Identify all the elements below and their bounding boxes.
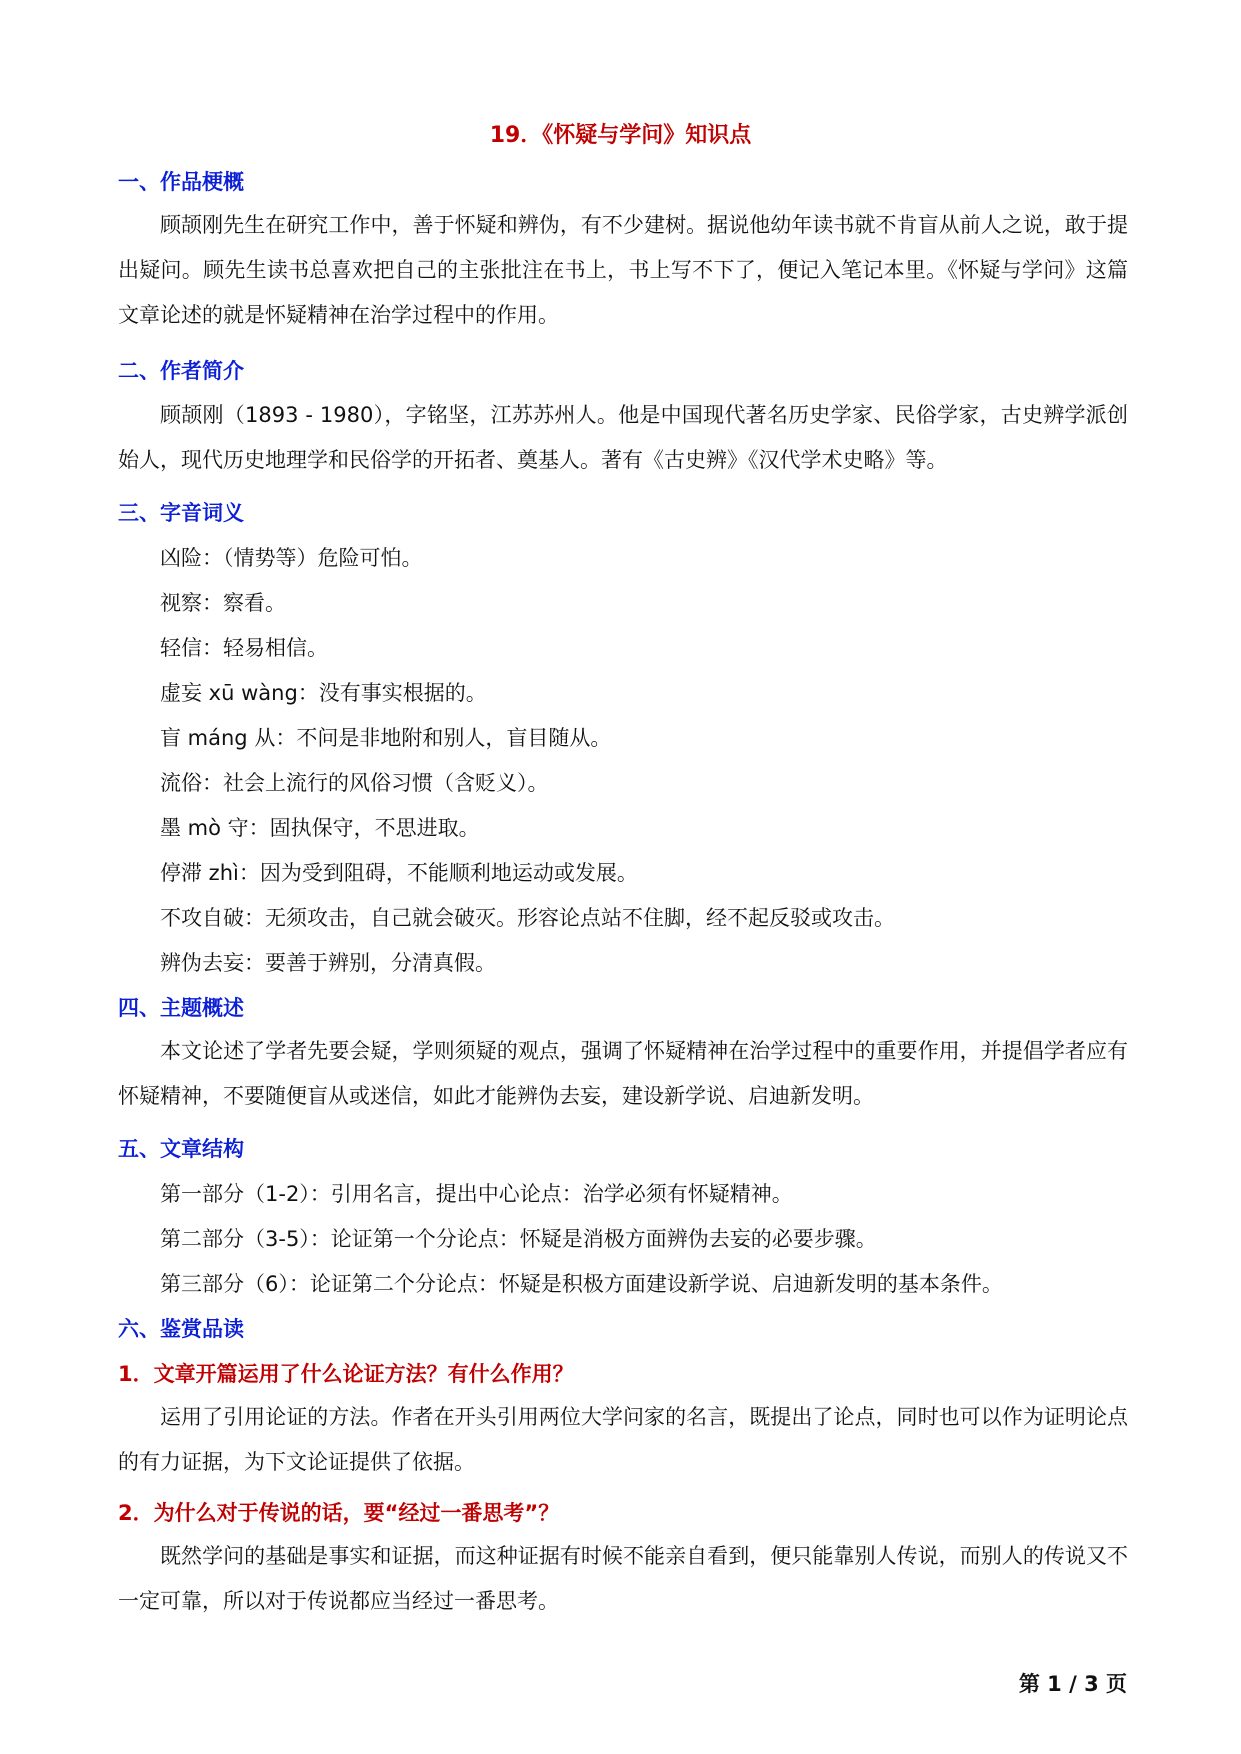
answer-1: 运用了引用论证的方法。作者在开头引用两位大学问家的名言，既提出了论点，同时也可以作为证明论点的有力证据，为下文论证提供了依据。 (118, 1405, 1128, 1474)
vocab-item: 墨 mò 守：固执保守，不思进取。 (160, 816, 480, 840)
vocab-item: 轻信：轻易相信。 (160, 636, 328, 660)
structure-item: 第二部分（3-5）：论证第一个分论点：怀疑是消极方面辨伪去妄的必要步骤。 (160, 1227, 877, 1251)
structure-item: 第一部分（1-2）：引用名言，提出中心论点：治学必须有怀疑精神。 (160, 1182, 793, 1206)
question-1: 1．文章开篇运用了什么论证方法？有什么作用？ (118, 1362, 574, 1386)
structure-item: 第三部分（6）：论证第二个分论点：怀疑是积极方面建设新学说、启迪新发明的基本条件。 (160, 1272, 1003, 1296)
document-title: 19．《怀疑与学问》知识点 (489, 123, 752, 148)
page-number: 第 1 / 3 页 (1018, 1672, 1127, 1696)
section-heading-vocabulary: 三、字音词义 (118, 501, 244, 525)
vocab-item: 不攻自破：无须攻击，自己就会破灭。形容论点站不住脚，经不起反驳或攻击。 (160, 906, 895, 930)
author-paragraph: 顾颉刚（1893 - 1980），字铭坚，江苏苏州人。他是中国现代著名历史学家、民俗学家，古史辨学派创始人，现代历史地理学和民俗学的开拓者、奠基人。著有《古史辨》《汉代学术史略》等。 (118, 403, 1128, 472)
vocab-item: 视察：察看。 (160, 591, 286, 615)
vocab-item: 流俗：社会上流行的风俗习惯（含贬义）。 (160, 771, 549, 795)
answer-2: 既然学问的基础是事实和证据，而这种证据有时候不能亲自看到，便只能靠别人传说，而别人的传说又不一定可靠，所以对于传说都应当经过一番思考。 (118, 1544, 1128, 1613)
section-heading-structure: 五、文章结构 (118, 1137, 244, 1161)
vocab-item: 虚妄 xū wàng：没有事实根据的。 (160, 681, 487, 705)
vocab-item: 停滞 zhì：因为受到阻碍，不能顺利地运动或发展。 (160, 861, 638, 885)
vocab-item: 辨伪去妄：要善于辨别，分清真假。 (160, 951, 496, 975)
vocab-item: 凶险：（情势等）危险可怕。 (160, 546, 423, 570)
section-heading-author: 二、作者简介 (118, 359, 244, 383)
section-heading-summary: 一、作品梗概 (118, 170, 244, 194)
question-2: 2．为什么对于传说的话，要“经过一番思考”？ (118, 1501, 560, 1525)
theme-paragraph: 本文论述了学者先要会疑，学则须疑的观点，强调了怀疑精神在治学过程中的重要作用，并提倡学者应有怀疑精神，不要随便盲从或迷信，如此才能辨伪去妄，建设新学说、启迪新发明。 (118, 1039, 1128, 1108)
section-heading-appreciation: 六、鉴赏品读 (118, 1317, 244, 1341)
section-heading-theme: 四、主题概述 (118, 996, 244, 1020)
vocab-item: 盲 máng 从：不问是非地附和别人，盲目随从。 (160, 726, 612, 750)
summary-paragraph: 顾颉刚先生在研究工作中，善于怀疑和辨伪，有不少建树。据说他幼年读书就不肯盲从前人之说，敢于提出疑问。顾先生读书总喜欢把自己的主张批注在书上，书上写不下了，便记入笔记本里。《怀疑与学问》这篇文章论述的就是怀疑精神在治学过程中的作用。 (118, 213, 1128, 327)
